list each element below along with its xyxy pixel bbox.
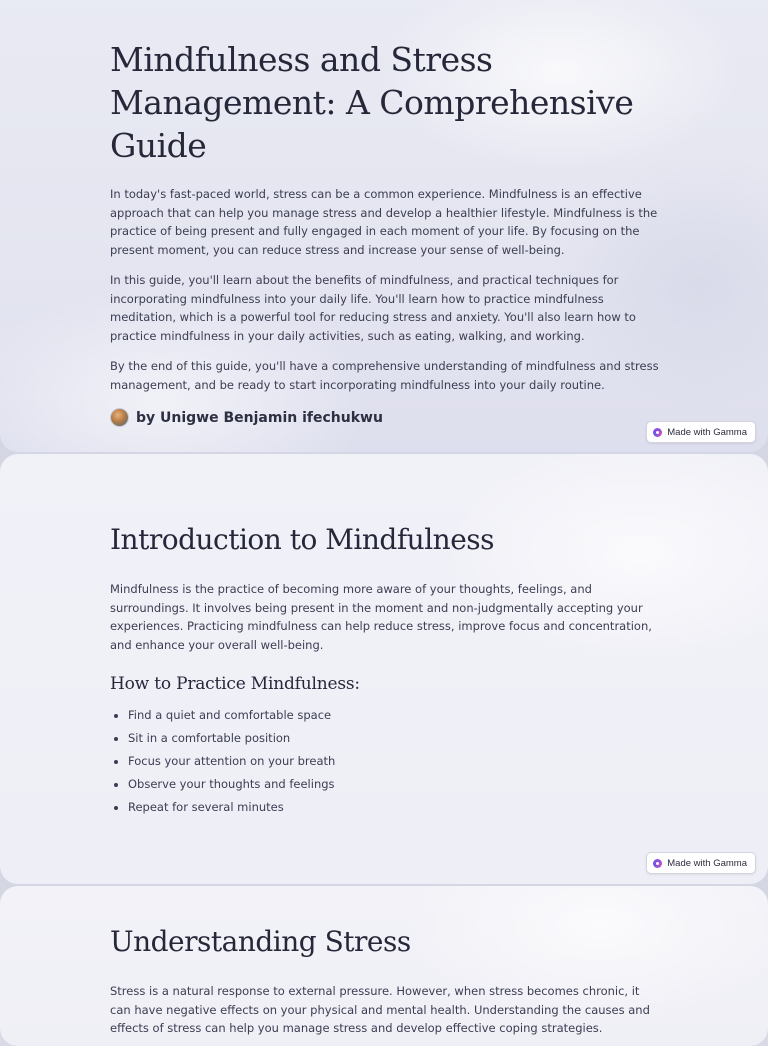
gamma-logo-icon: [653, 859, 662, 868]
intro-paragraph-1: In today's fast-paced world, stress can be a common experience. Mindfulness is an effective approach that can help you manage stress and develop a healthier lifestyle. Mindfulness is the practice of being present and fully engaged in each moment of your life. By focusing on the present moment, you can reduce stress and increase your sense of well-being.: [110, 187, 658, 257]
list-item: • Repeat for several minutes: [128, 796, 660, 819]
author-line: [110, 408, 660, 427]
list-item: • Observe your thoughts and feelings: [128, 773, 660, 796]
avatar: [110, 408, 129, 427]
made-with-gamma-label: Made with Gamma: [667, 857, 747, 869]
intro-paragraph-2: In this guide, you'll learn about the benefits of mindfulness, and practical techniques for incorporating mindfulness into your daily life. You'll learn how to practice mindfulness meditation, which is a powerful tool for reducing stress and anxiety. You'll also learn how to practice mindfulness in your daily activities, such as eating, walking, and working.: [110, 273, 636, 343]
list-item: • Sit in a comfortable position: [128, 727, 660, 750]
section-title-stress: Understanding Stress: [110, 925, 411, 958]
introduction-card: [0, 454, 768, 884]
intro-paragraph-3: By the end of this guide, you'll have a comprehensive understanding of mindfulness and stress management, and be ready to start incorporating mindfulness into your daily routine.: [110, 359, 659, 392]
title-card: [0, 0, 768, 452]
practice-steps-list: [110, 704, 660, 819]
understanding-stress-card: [0, 886, 768, 1046]
section-title-introduction: Introduction to Mindfulness: [110, 523, 495, 556]
list-item: • Find a quiet and comfortable space: [128, 704, 660, 727]
made-with-gamma-label: Made with Gamma: [667, 426, 747, 438]
list-item: • Focus your attention on your breath: [128, 750, 660, 773]
introduction-card-content: [110, 522, 660, 819]
title-card-content: [110, 38, 660, 427]
made-with-gamma-badge[interactable]: [646, 852, 756, 874]
gamma-logo-icon: [653, 428, 662, 437]
made-with-gamma-badge[interactable]: [646, 421, 756, 443]
introduction-paragraph: Mindfulness is the practice of becoming more aware of your thoughts, feelings, and surroundings. It involves being present in the moment and non-judgmentally accepting your experiences. Practicing mindfulness can help reduce stress, improve focus and concentration, and enhance your overall well-being.: [110, 582, 652, 652]
practice-subheading: How to Practice Mindfulness:: [110, 674, 360, 694]
understanding-stress-content: [110, 924, 660, 1038]
author-name: by Unigwe Benjamin ifechukwu: [136, 409, 383, 426]
stress-paragraph: Stress is a natural response to external pressure. However, when stress becomes chronic, it can have negative effects on your physical and mental health. Understanding the causes and effects of stress can help you manage stress and develop effective coping strategies.: [110, 984, 650, 1035]
page-title: Mindfulness and Stress Management: A Comprehensive Guide: [110, 40, 634, 165]
